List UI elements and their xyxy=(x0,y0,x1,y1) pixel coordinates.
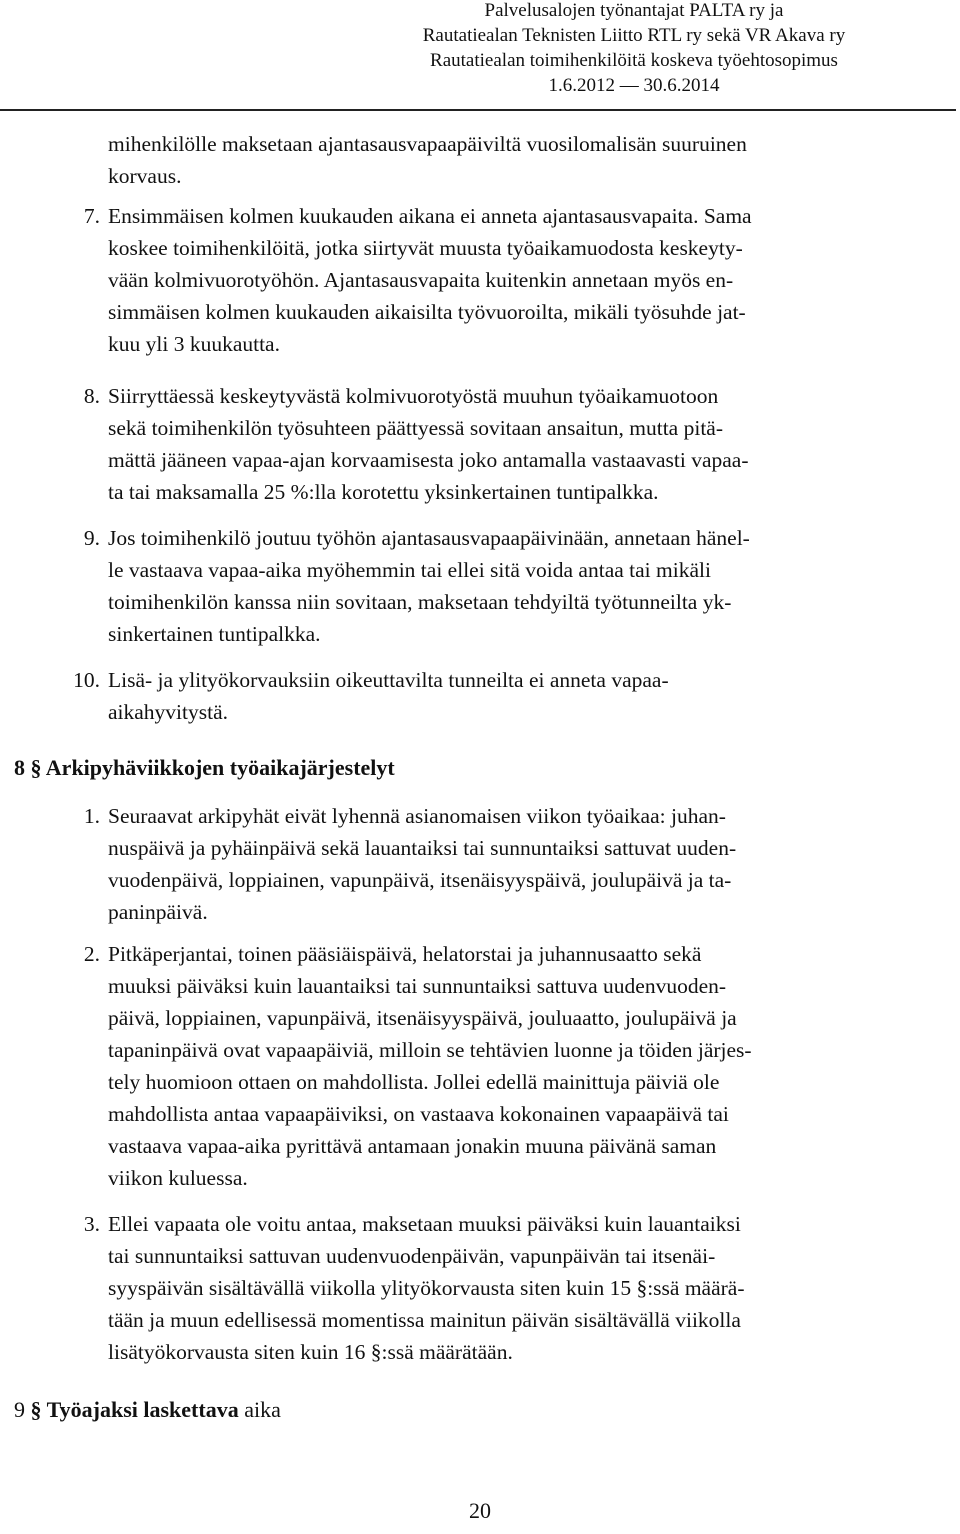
section-title: Työajaksi laskettava xyxy=(46,1397,239,1422)
section-title: Arkipyhäviikkojen työaikajärjestelyt xyxy=(45,755,395,780)
header-line-4: 1.6.2012 — 30.6.2014 xyxy=(548,75,720,96)
section-9-heading: 9 § Työajaksi laskettava aika xyxy=(14,1397,281,1422)
list-item-9: 9. Jos toimihenkilö joutuu työhön ajantasausvapaapäivinään, annetaan hänel- le vastaava vapaa-aika myöhemmin tai ellei sitä voida antaa tai mikäli toimihenkilön kanssa niin sovitaan, maksetaan tehdyiltä työtunneilta yk- sinkertainen tuntipalkka. xyxy=(108,522,948,650)
header-line-2: Rautatiealan Teknisten Liitto RTL ry sekä VR Akava ry xyxy=(422,25,846,46)
header-line-1: Palvelusalojen työnantajat PALTA ry ja xyxy=(484,0,784,21)
item-number: 8. xyxy=(83,384,100,408)
list-item-7: 7. Ensimmäisen kolmen kuukauden aikana ei anneta ajantasausvapaita. Sama koskee toimihenkilöitä, jotka siirtyvät muusta työaikamuodosta keskeyty- vään kolmivuorotyöhön. Ajantasausvapaita kuitenkin annetaan myös en- simmäisen kolmen kuukauden aikaisilta työvuoroilta, mikäli työsuhde jat- kuu yli 3 kuukautta. xyxy=(108,200,948,360)
item-number: 9. xyxy=(83,526,100,550)
item-number: 10. xyxy=(73,668,100,692)
header-line-3: Rautatiealan toimihenkilöitä koskeva työehtosopimus xyxy=(430,50,838,71)
section-8-item-1: 1. Seuraavat arkipyhät eivät lyhennä asianomaisen viikon työaikaa: juhan- nuspäivä ja pyhäinpäivä sekä lauantaiksi tai sunnuntaiksi sattuvat uuden- vuodenpäivä, loppiainen, vapunpäivä, itsenäisyyspäivä, joulupäivä ja ta- paninpäivä. xyxy=(108,800,948,928)
continued-paragraph: mihenkilölle maksetaan ajantasausvapaapäiviltä vuosilomalisän suuruinen korvaus. xyxy=(108,132,747,188)
section-title-rest: aika xyxy=(244,1397,281,1422)
paragraph-sign: § xyxy=(30,1397,42,1422)
header-rule xyxy=(0,109,956,111)
item-number: 1. xyxy=(83,804,100,828)
list-item-8: 8. Siirryttäessä keskeytyvästä kolmivuorotyöstä muuhun työaikamuotoon sekä toimihenkilön työsuhteen päättyessä sovitaan ansaitun, mutta pitä- mättä jääneen vapaa-ajan korvaamisesta joko antamalla vastaavasti vapaa- ta tai maksamalla 25 %:lla korotettu yksinkertainen tuntipalkka. xyxy=(108,380,948,508)
section-8-item-3: 3. Ellei vapaata ole voitu antaa, maksetaan muuksi päiväksi kuin lauantaiksi tai sunnuntaiksi sattuvan uudenvuodenpäivän, vapunpäivän tai itsenäi- syyspäivän sisältävällä viikolla ylityökorvausta siten kuin 15 §:ssä määrä- tään ja muun edellisessä momentissa mainitun päivän sisältävällä viikolla lisätyökorvausta siten kuin 16 §:ssä määrätään. xyxy=(108,1208,948,1368)
item-number: 7. xyxy=(83,204,100,228)
section-8-item-2: 2. Pitkäperjantai, toinen pääsiäispäivä, helatorstai ja juhannusaatto sekä muuksi päiväksi kuin lauantaiksi tai sunnuntaiksi sattuva uudenvuoden- päivä, loppiainen, vapunpäivä, itsenäisyyspäivä, jouluaatto, joulupäivä ja tapaninpäivä ovat vapaapäiviä, milloin se tehtävien luonne ja töiden järjes- tely huomioon ottaen on mahdollista. Jollei edellä mainittuja päiviä ole mahdollista antaa vapaapäiviksi, on vastaava kokonainen vapaapäivä tai vastaava vapaa-aika pyrittävä antamaan jonakin muuna päivänä saman viikon kuluessa. xyxy=(108,938,948,1194)
paragraph-sign: § xyxy=(30,755,42,780)
page-header xyxy=(0,0,960,112)
list-item-10: 10. Lisä- ja ylityökorvauksiin oikeuttavilta tunneilta ei anneta vapaa- aikahyvitystä. xyxy=(108,664,948,728)
item-number: 3. xyxy=(83,1212,100,1236)
item-number: 2. xyxy=(83,942,100,966)
section-8-heading: 8 § Arkipyhäviikkojen työaikajärjestelyt xyxy=(14,755,395,780)
page-number: 20 xyxy=(469,1498,491,1523)
